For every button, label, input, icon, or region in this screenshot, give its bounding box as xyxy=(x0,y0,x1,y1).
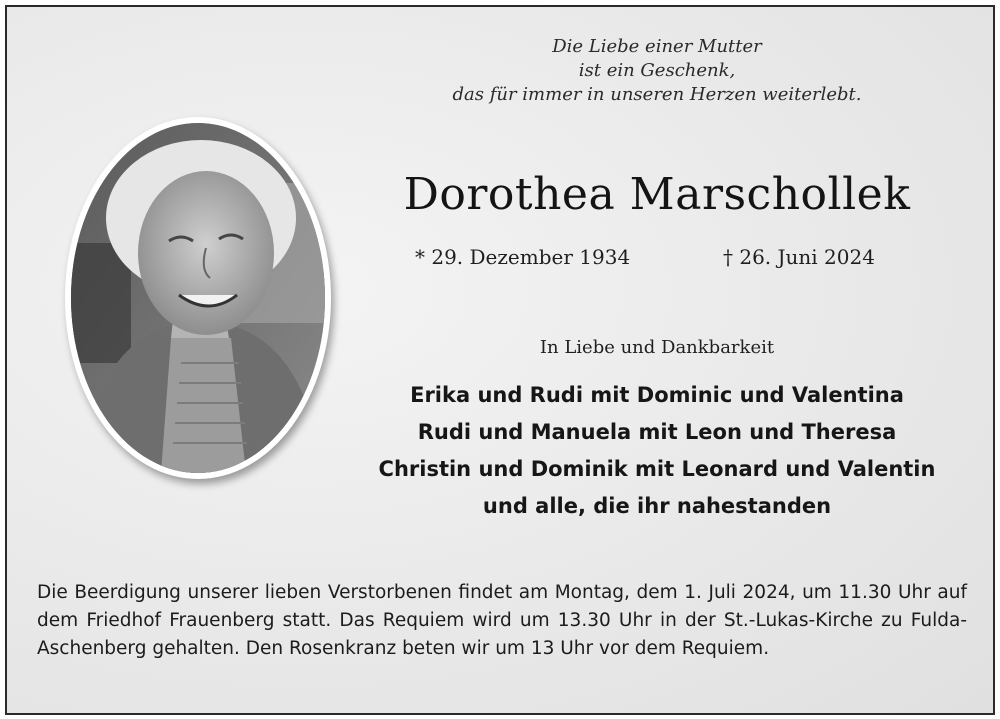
quote-line: Die Liebe einer Mutter xyxy=(552,36,762,57)
mourners-list xyxy=(337,377,977,525)
mourner-line: Erika und Rudi mit Dominic und Valentina xyxy=(410,383,904,407)
deceased-name: Dorothea Marschollek xyxy=(403,169,911,220)
quote-line: das für immer in unseren Herzen weiterlebt. xyxy=(452,84,862,105)
portrait-photo xyxy=(71,123,325,473)
funeral-notice: Die Beerdigung unserer lieben Verstorbenen findet am Montag, dem 1. Juli 2024, um 11.30 Uhr auf dem Friedhof Frauenberg statt. Das Requiem wird um 13.30 Uhr in der St.-Lukas-Kirche zu Fulda-Aschenberg gehalten. Den Rosenkranz beten wir um 13 Uhr vor dem Requiem. xyxy=(37,582,967,659)
mourner-line: Rudi und Manuela mit Leon und Theresa xyxy=(417,420,897,444)
obituary-card xyxy=(5,5,995,715)
mourner-line: Christin und Dominik mit Leonard und Valentin xyxy=(378,457,936,481)
portrait-illustration xyxy=(71,123,325,473)
thanks-line: In Liebe und Dankbarkeit xyxy=(539,337,775,358)
memorial-quote xyxy=(407,35,907,107)
birth-date: * 29. Dezember 1934 xyxy=(415,245,631,269)
death-date: † 26. Juni 2024 xyxy=(723,245,875,269)
mourner-line: und alle, die ihr nahestanden xyxy=(482,494,832,518)
quote-line: ist ein Geschenk, xyxy=(578,60,736,81)
